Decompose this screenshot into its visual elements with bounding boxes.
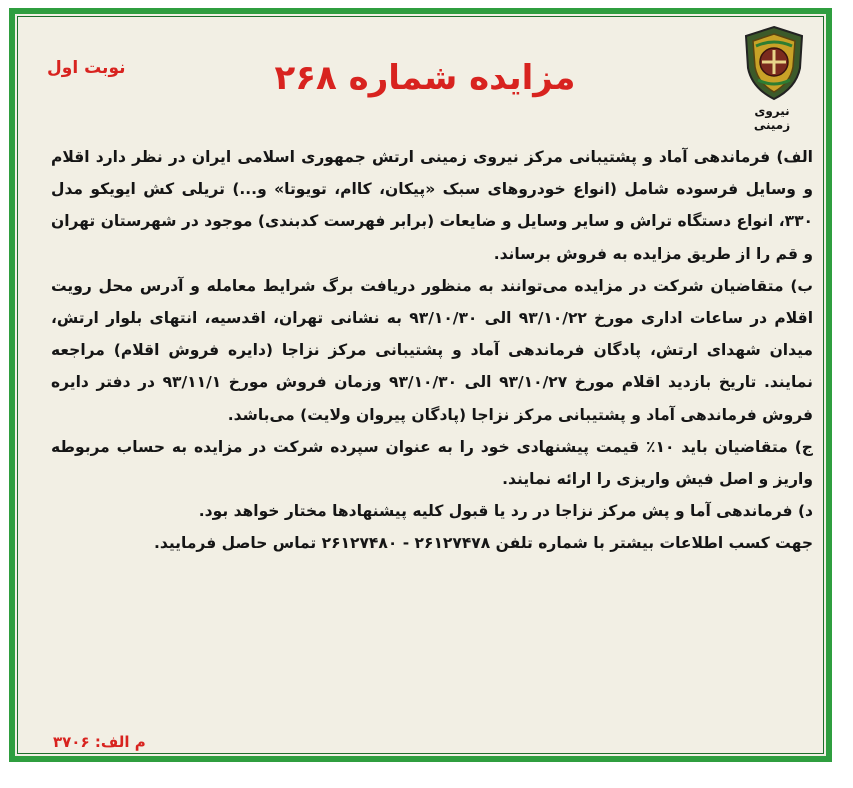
organization-label: نیروی زمینی — [753, 104, 791, 132]
auction-title: مزایده شماره ۲۶۸ — [274, 58, 576, 98]
army-ground-force-emblem-icon — [738, 24, 810, 102]
ad-code: م الف: ۳۷۰۶ — [53, 733, 146, 751]
paragraph-dal: د) فرماندهی آما و پش مرکز نزاجا در رد یا قبول کلیه پیشنهادها مختار خواهد بود. — [198, 502, 813, 521]
paragraph-alef: الف) فرماندهی آماد و پشتیبانی مرکز نیروی زمینی ارتش جمهوری اسلامی ایران در نظر دارد اقلام و وسایل فرسوده شامل (انواع خودروهای سبک «پیکان، کاام، تویوتا» و...) تریلی کش ایویکو مدل ۳۳۰، انواع دستگاه تراش و سایر وسایل و ضایعات (برابر فهرست کدبندی) موجود در شهرستان تهران و قم را از طریق مزایده به فروش برساند. — [51, 148, 813, 263]
publication-turn: نوبت اول — [47, 58, 126, 78]
paragraph-jim: ج) متقاضیان باید ۱۰٪ قیمت پیشنهادی خود را به عنوان سپرده شرکت در مزایده به حساب مربوطه واریز و اصل فیش واریزی را ارائه نمایند. — [51, 437, 813, 489]
paragraph-be: ب) متقاضیان شرکت در مزایده می‌توانند به منظور دریافت برگ شرایط معامله و آدرس محل رویت اقلام در ساعات اداری مورخ ۹۳/۱۰/۲۲ الی ۹۳/۱۰/۳۰ به نشانی تهران، اقدسیه، انتهای بلوار ارتش، میدان شهدای ارتش، پادگان فرماندهی آماد و پشتیبانی مرکز نزاجا (دایره فروش اقلام) مراجعه نمایند. تاریخ بازدید اقلام مورخ ۹۳/۱۰/۲۷ الی ۹۳/۱۰/۳۰ وزمان فروش مورخ ۹۳/۱۱/۱ در دفتر دایره فروش فرماندهی آماد و پشتیبانی مرکز نزاجا (پادگان پیروان ولایت) می‌باشد. — [51, 276, 814, 424]
ad-body — [51, 141, 813, 560]
paragraph-contact: جهت کسب اطلاعات بیشتر با شماره تلفن ۲۶۱۲۷۴۷۸ - ۲۶۱۲۷۴۸۰ تماس حاصل فرمایید. — [154, 534, 813, 553]
ad-frame — [9, 8, 832, 762]
